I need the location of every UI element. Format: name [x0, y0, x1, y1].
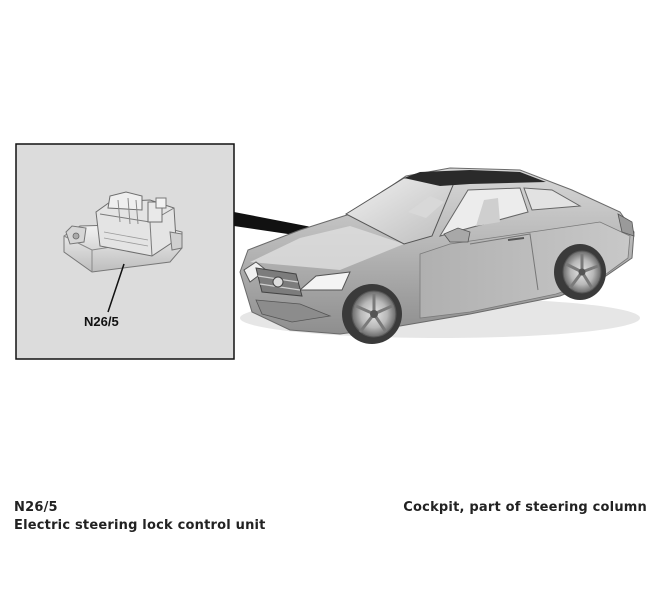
callout-label: N26/5 — [84, 314, 119, 329]
car-illustration — [240, 168, 640, 344]
detail-inset — [16, 144, 234, 359]
component-code: N26/5 — [14, 500, 58, 515]
component-location: Cockpit, part of steering column — [403, 500, 647, 515]
component-name: Electric steering lock control unit — [14, 518, 266, 533]
